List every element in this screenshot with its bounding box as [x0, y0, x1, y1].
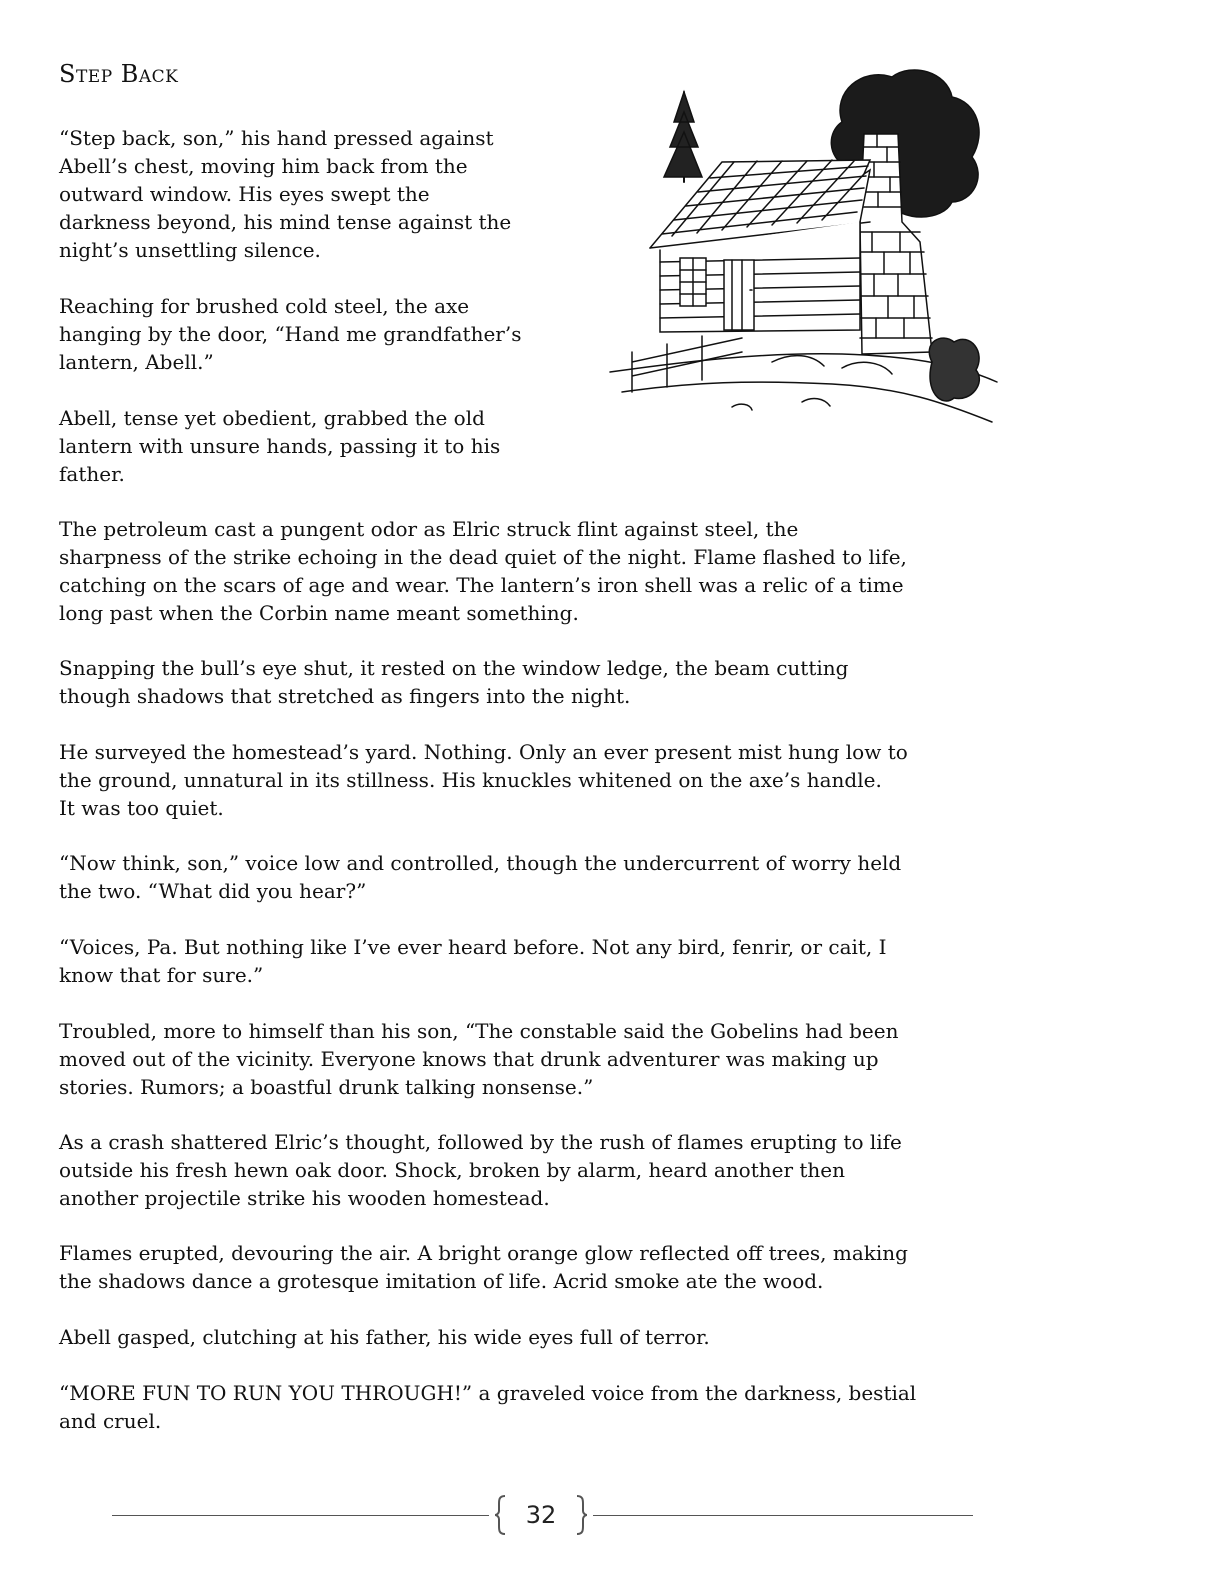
paragraph-11: Flames erupted, devouring the air. A bright orange glow reflected off trees, making the shadows dance a grotesque imitation of life. Acrid smoke ate the wood.: [59, 1241, 908, 1293]
paragraph-7: “Now think, son,” voice low and controlled, though the undercurrent of worry held the two. “What did you hear?”: [59, 851, 902, 903]
log-cabin-sketch-icon: [602, 62, 1002, 438]
footer-rule-right: [593, 1515, 973, 1516]
paragraph-12: Abell gasped, clutching at his father, his wide eyes full of terror.: [59, 1325, 710, 1349]
paragraph-3: Abell, tense yet obedient, grabbed the old lantern with unsure hands, passing it to his father.: [59, 406, 501, 486]
paragraph-1: “Step back, son,” his hand pressed against Abell’s chest, moving him back from the outward window. His eyes swept the darkness beyond, his mind tense against the night’s unsettling silence.: [59, 126, 512, 262]
paragraph-2: Reaching for brushed cold steel, the axe hanging by the door, “Hand me grandfather’s lantern, Abell.”: [59, 294, 522, 374]
footer-rule-left: [112, 1515, 489, 1516]
paragraph-6: He surveyed the homestead’s yard. Nothing. Only an ever present mist hung low to the ground, unnatural in its stillness. His knuckles whitened on the axe’s handle. It was too quiet.: [59, 740, 908, 820]
chapter-title: Step Back: [59, 60, 179, 88]
paragraph-5: Snapping the bull’s eye shut, it rested on the window ledge, the beam cutting though shadows that stretched as fingers into the night.: [59, 656, 849, 708]
paragraph-13: “MORE FUN TO RUN YOU THROUGH!” a graveled voice from the darkness, bestial and cruel.: [59, 1381, 917, 1433]
paragraph-4: The petroleum cast a pungent odor as Elric struck flint against steel, the sharpness of the strike echoing in the dead quiet of the night. Flame flashed to life, catching on the scars of age and wear. The lantern’s iron shell was a relic of a time long past when the Corbin name meant something.: [59, 517, 907, 625]
page-number: 32: [525, 1501, 557, 1529]
paragraph-10: As a crash shattered Elric’s thought, followed by the rush of flames erupting to life outside his fresh hewn oak door. Shock, broken by alarm, heard another then another projectile strike his wooden homestead.: [59, 1130, 902, 1210]
paragraph-8: “Voices, Pa. But nothing like I’ve ever heard before. Not any bird, fenrir, or cait, I know that for sure.”: [59, 935, 887, 987]
paragraph-9: Troubled, more to himself than his son, “The constable said the Gobelins had been moved out of the vicinity. Everyone knows that drunk adventurer was making up stories. Rumors; a boastful drunk talking nonsense.”: [59, 1019, 899, 1099]
page-number-box: [493, 1494, 589, 1536]
